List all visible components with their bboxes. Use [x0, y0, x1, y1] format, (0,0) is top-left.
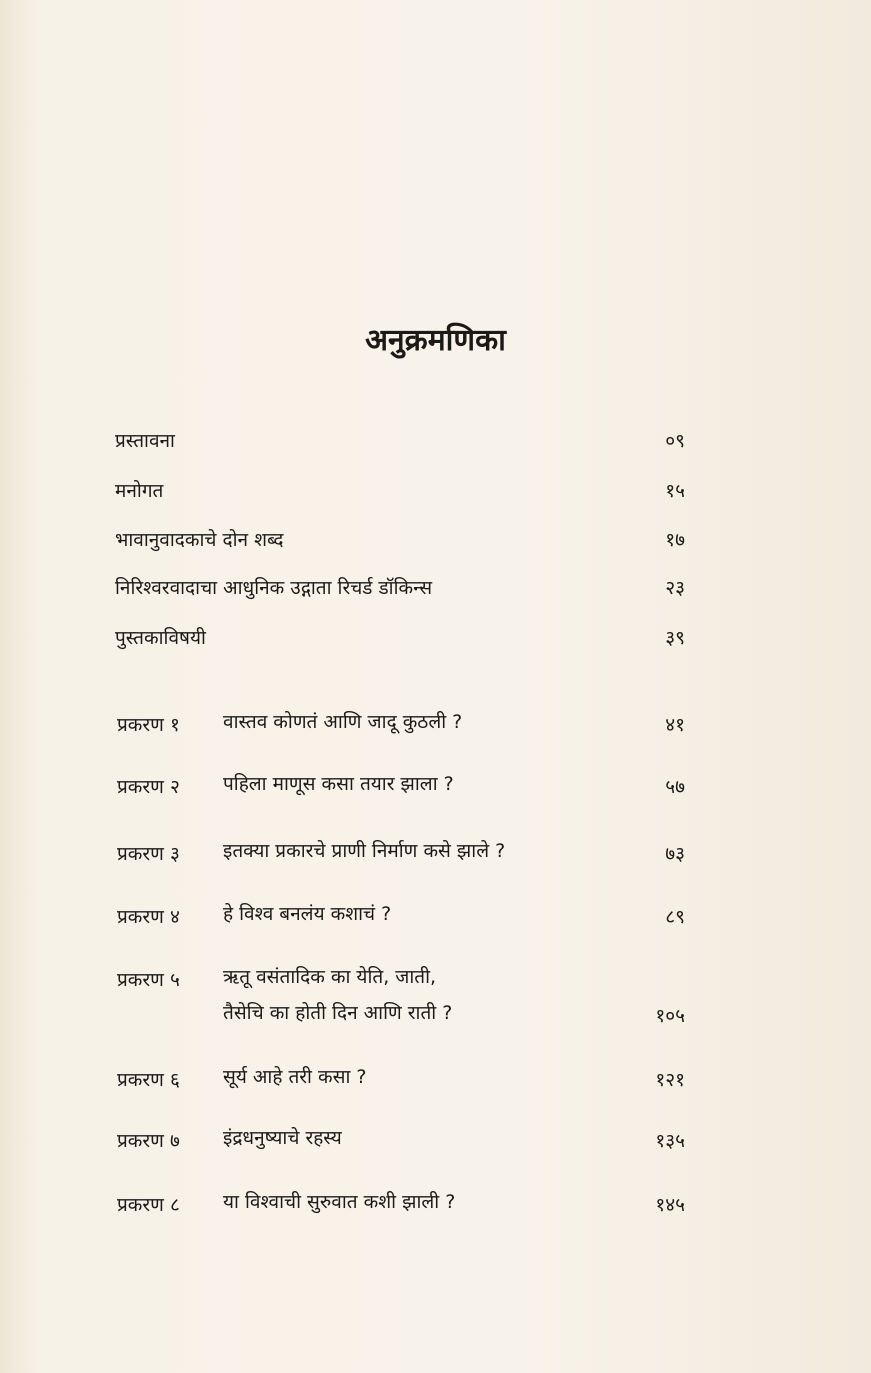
entry-page: १५	[665, 480, 685, 502]
chapter-title: पहिला माणूस कसा तयार झाला ?	[223, 773, 454, 795]
chapter-entry	[0, 1191, 871, 1231]
entry-page: १७	[665, 529, 685, 551]
toc-entry	[0, 526, 871, 566]
chapter-page: ७३	[665, 843, 685, 865]
chapter-entry	[0, 711, 871, 751]
entry-label: भावानुवादकाचे दोन शब्द	[115, 529, 284, 551]
chapter-title: हे विश्व बनलंय कशाचं ?	[223, 903, 392, 925]
chapter-page: १२१	[655, 1069, 685, 1091]
chapter-entry	[0, 1066, 871, 1106]
toc-entry	[0, 477, 871, 517]
chapter-number: प्रकरण ४	[117, 906, 180, 928]
chapter-title: वास्तव कोणतं आणि जादू कुठली ?	[223, 711, 463, 733]
chapter-title: या विश्वाची सुरुवात कशी झाली ?	[223, 1191, 456, 1213]
chapter-number: प्रकरण ७	[117, 1130, 180, 1152]
chapter-entry	[0, 840, 871, 880]
chapter-number: प्रकरण ६	[117, 1069, 180, 1091]
entry-page: ३९	[665, 627, 685, 649]
chapter-page: ५७	[665, 776, 685, 798]
chapter-entry	[0, 966, 871, 1046]
chapter-entry	[0, 773, 871, 813]
entry-label: निरिश्वरवादाचा आधुनिक उद्गाता रिचर्ड डॉकिन्स	[115, 577, 433, 599]
chapter-number: प्रकरण १	[117, 714, 180, 736]
toc-entry	[0, 574, 871, 614]
chapter-page: १३५	[655, 1130, 685, 1152]
chapter-number: प्रकरण २	[117, 776, 180, 798]
chapter-number: प्रकरण ८	[117, 1194, 180, 1216]
chapter-number: प्रकरण ५	[117, 969, 180, 991]
entry-label: मनोगत	[115, 480, 164, 502]
chapter-number: प्रकरण ३	[117, 843, 180, 865]
entry-page: ०९	[665, 430, 685, 452]
chapter-page: ८९	[665, 906, 685, 928]
chapter-title: सूर्य आहे तरी कसा ?	[223, 1066, 367, 1088]
chapter-title-line2: तैसेचि का होती दिन आणि राती ?	[223, 1002, 453, 1024]
chapter-entry	[0, 903, 871, 943]
entry-page: २३	[665, 577, 685, 599]
toc-entry	[0, 427, 871, 467]
chapter-title: इतक्या प्रकारचे प्राणी निर्माण कसे झाले ?	[223, 840, 506, 862]
chapter-title: इंद्रधनुष्याचे रहस्य	[223, 1127, 342, 1149]
page-title: अनुक्रमणिका	[365, 323, 506, 358]
chapter-page: ४१	[665, 714, 685, 736]
entry-label: पुस्तकाविषयी	[115, 627, 206, 649]
chapter-title: ऋतू वसंतादिक का येति, जाती,	[223, 966, 437, 988]
entry-label: प्रस्तावना	[115, 430, 175, 452]
chapter-entry	[0, 1127, 871, 1167]
chapter-page: १०५	[655, 1005, 685, 1027]
chapter-page: १४५	[655, 1194, 685, 1216]
toc-entry	[0, 624, 871, 664]
